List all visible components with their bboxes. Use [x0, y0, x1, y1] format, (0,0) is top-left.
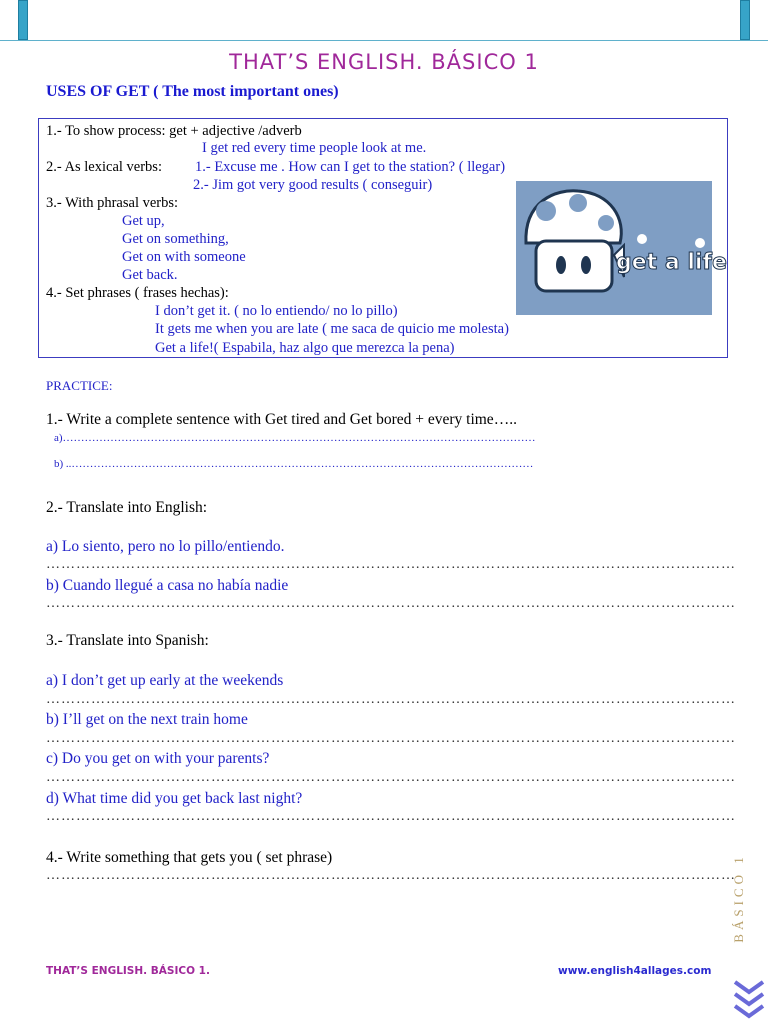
header-rule — [0, 40, 768, 41]
use-4: 4.- Set phrases ( frases hechas): — [46, 285, 229, 301]
side-label — [728, 848, 750, 948]
answer-2a-line[interactable]: ………………………………………………………………………………………………………………………… — [46, 557, 736, 572]
footer-title: THAT’S ENGLISH. BÁSICO 1. — [46, 965, 210, 977]
answer-2b-line[interactable]: ………………………………………………………………………………………………………………………… — [46, 596, 736, 611]
use-2-example-2: 2.- Jim got very good results ( conseguir) — [193, 177, 433, 193]
footer-website[interactable]: www.english4allages.com — [558, 965, 712, 977]
mushroom-character-icon — [516, 181, 727, 315]
section-heading: USES OF GET ( The most important ones) — [46, 83, 339, 100]
question-1: 1.- Write a complete sentence with Get tired and Get bored + every time….. — [46, 411, 517, 428]
question-3a: a) I don’t get up early at the weekends — [46, 672, 284, 689]
phrasal-4: Get back. — [122, 267, 178, 283]
top-right-accent-bar — [740, 0, 750, 40]
question-3c: c) Do you get on with your parents? — [46, 750, 270, 767]
top-left-accent-bar — [18, 0, 28, 40]
question-3d: d) What time did you get back last night? — [46, 790, 303, 807]
question-4: 4.- Write something that gets you ( set phrase) — [46, 849, 333, 866]
set-phrase-3: Get a life!( Espabila, haz algo que merezca la pena) — [155, 340, 455, 356]
chevron-down-icon — [732, 978, 766, 1024]
answer-1a-line[interactable]: a)………………………………………………………………………………………………………………… — [54, 432, 536, 444]
get-a-life-illustration — [516, 181, 727, 315]
answer-3b-line[interactable]: ………………………………………………………………………………………………………………………… — [46, 731, 736, 746]
answer-4-line[interactable]: ………………………………………………………………………………………………………………………… — [46, 868, 736, 883]
question-3: 3.- Translate into Spanish: — [46, 632, 209, 649]
use-3: 3.- With phrasal verbs: — [46, 195, 179, 211]
set-phrase-1: I don’t get it. ( no lo entiendo/ no lo pillo) — [155, 303, 398, 319]
use-1-example: I get red every time people look at me. — [202, 140, 427, 156]
question-2b: b) Cuando llegué a casa no había nadie — [46, 577, 289, 594]
answer-1b-line[interactable]: b) ..……………………………………………………………………………………………………………… — [54, 458, 534, 470]
use-2: 2.- As lexical verbs: — [46, 159, 162, 175]
question-2a: a) Lo siento, pero no lo pillo/entiendo. — [46, 538, 285, 555]
question-3b: b) I’ll get on the next train home — [46, 711, 248, 728]
use-2-example-1: 1.- Excuse me . How can I get to the station? ( llegar) — [195, 159, 506, 175]
phrasal-1: Get up, — [122, 213, 165, 229]
answer-3c-line[interactable]: ………………………………………………………………………………………………………………………… — [46, 770, 736, 785]
side-label-text: BÁSICO 1 — [731, 853, 746, 943]
practice-label: PRACTICE: — [46, 378, 113, 393]
set-phrase-2: It gets me when you are late ( me saca de quicio me molesta) — [155, 321, 509, 337]
question-2: 2.- Translate into English: — [46, 499, 208, 516]
page-title: THAT’S ENGLISH. BÁSICO 1 — [229, 50, 539, 74]
phrasal-2: Get on something, — [122, 231, 229, 247]
image-caption: get a life — [616, 250, 727, 275]
answer-3d-line[interactable]: ………………………………………………………………………………………………………………………… — [46, 809, 736, 824]
phrasal-3: Get on with someone — [122, 249, 246, 265]
use-1: 1.- To show process: get + adjective /adverb — [46, 123, 302, 139]
answer-3a-line[interactable]: ………………………………………………………………………………………………………………………… — [46, 692, 736, 707]
